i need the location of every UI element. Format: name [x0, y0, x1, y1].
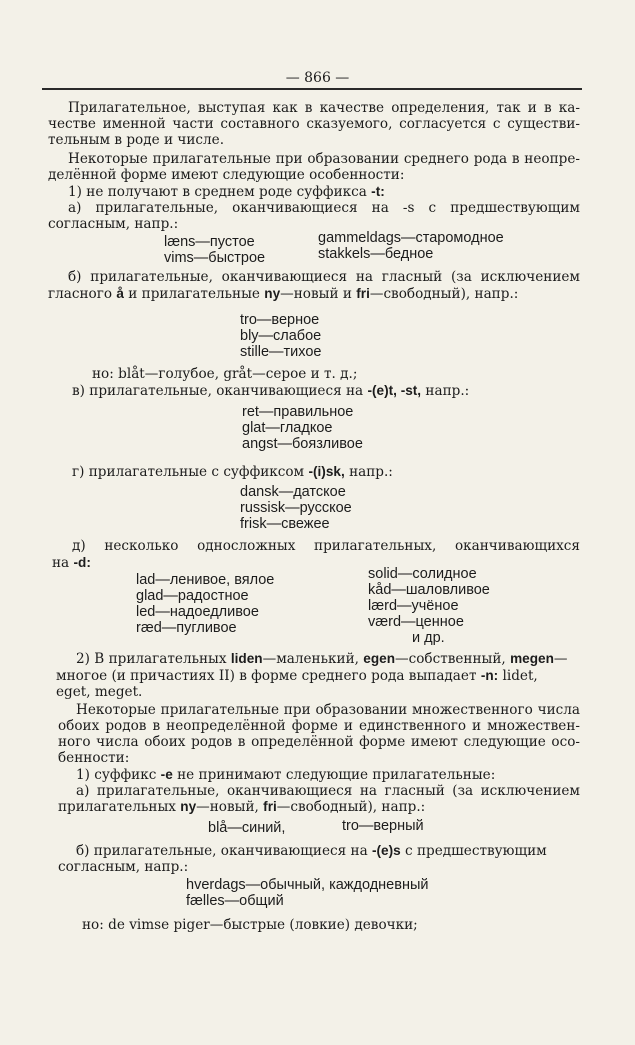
- text-line: но: blåt—голубое, gråt—серое и т. д.;: [92, 366, 358, 382]
- example: lærd—учёное: [368, 598, 459, 614]
- term: liden: [230, 651, 263, 666]
- text-line: д) несколько односложных прилагательных, оканчивающихся: [72, 538, 580, 554]
- suffix-term: -(i)sk,: [308, 464, 345, 479]
- text-line: б) прилагательные, оканчивающиеся на гласный (за исключением: [68, 269, 580, 285]
- example: solid—солидное: [368, 566, 477, 582]
- text-span: прилагательных: [58, 799, 176, 815]
- example: frisk—свежее: [240, 516, 330, 532]
- text-line: [48, 286, 518, 302]
- example: glad—радостное: [136, 588, 249, 604]
- term: megen: [510, 651, 554, 666]
- text-span: 2) В прилагательных: [76, 651, 227, 667]
- text-line: ного числа обоих родов в определённой форме имеют следующие осо-: [58, 734, 580, 750]
- text-line: тельным в роде и числе.: [48, 132, 225, 148]
- suffix-term: -t:: [371, 184, 385, 199]
- text-line: согласным, напр.:: [58, 859, 189, 875]
- text-span: —новый и: [280, 286, 352, 302]
- text-span: и прилагательные: [128, 286, 260, 302]
- term: fri: [263, 799, 277, 814]
- example: bly—слабое: [240, 328, 322, 344]
- example: gammeldags—старомодное: [318, 230, 504, 246]
- example: и др.: [412, 630, 445, 646]
- text-line: [68, 184, 385, 200]
- text-span: —новый,: [196, 799, 259, 815]
- text-line: [58, 799, 425, 815]
- suffix-term: -(e)s: [372, 843, 401, 858]
- term: ny: [180, 799, 197, 814]
- text-line: Прилагательное, выступая как в качестве определения, так и в ка-: [68, 100, 580, 116]
- text-span: —: [553, 651, 568, 667]
- term: å: [116, 286, 124, 301]
- suffix-term: -d:: [73, 555, 91, 570]
- text-span: 1) суффикс: [76, 767, 157, 783]
- example: kåd—шаловливое: [368, 582, 490, 598]
- example: fælles—общий: [186, 893, 284, 909]
- text-line: согласным, напр.:: [48, 216, 179, 232]
- text-span: 1) не получают в среднем роде суффикса: [68, 184, 367, 200]
- text-span: —свободный), напр.:: [369, 286, 519, 302]
- text-span: на: [52, 555, 70, 571]
- example: blå—синий,: [208, 820, 286, 836]
- text-line: делённой форме имеют следующие особенности:: [48, 167, 405, 183]
- page-number: — 866 —: [285, 70, 350, 86]
- text-span: многое (и причастиях II) в форме среднего рода выпадает: [56, 668, 477, 684]
- text-span: в) прилагательные, оканчивающиеся на: [72, 383, 364, 399]
- example: værd—ценное: [368, 614, 464, 630]
- example: stille—тихое: [240, 344, 322, 360]
- term: fri: [356, 286, 370, 301]
- example: angst—боязливое: [242, 436, 363, 452]
- text-line: [72, 383, 469, 399]
- text-span: —маленький,: [262, 651, 359, 667]
- header-rule: [42, 88, 582, 90]
- example: glat—гладкое: [242, 420, 333, 436]
- text-span: напр.:: [349, 464, 393, 480]
- text-span: не принимают следующие прилагательные:: [177, 767, 496, 783]
- text-line: честве именной части составного сказуемого, согласуется с существи-: [48, 116, 580, 132]
- suffix-term: -e: [160, 767, 173, 782]
- example: hverdags—обычный, каждодневный: [186, 877, 429, 893]
- example: vims—быстрое: [164, 250, 266, 266]
- text-line: а) прилагательные, оканчивающиеся на -s с предшествующим: [68, 200, 580, 216]
- text-span: —собственный,: [395, 651, 506, 667]
- example: læns—пустое: [164, 234, 255, 250]
- text-line: eget, meget.: [56, 684, 143, 700]
- example: lad—ленивое, вялое: [136, 572, 275, 588]
- text-line: [56, 668, 538, 684]
- example: russisk—русское: [240, 500, 352, 516]
- text-span: —свободный), напр.:: [276, 799, 426, 815]
- text-line: но: de vimse piger—быстрые (ловкие) девочки;: [82, 917, 418, 933]
- text-span: с предшествующим: [405, 843, 547, 859]
- example: ræd—пугливое: [136, 620, 237, 636]
- text-span: напр.:: [425, 383, 470, 399]
- text-line: а) прилагательные, оканчивающиеся на гласный (за исключением: [76, 783, 580, 799]
- text-line: Некоторые прилагательные при образовании множественного числа: [76, 702, 580, 718]
- text-span: гласного: [48, 286, 113, 302]
- text-line: Некоторые прилагательные при образовании среднего рода в неопре-: [68, 151, 580, 167]
- term: egen: [363, 651, 396, 666]
- text-line: [76, 767, 495, 783]
- text-line: бенности:: [58, 750, 130, 766]
- example: stakkels—бедное: [318, 246, 434, 262]
- example: dansk—датское: [240, 484, 346, 500]
- term: ny: [264, 286, 281, 301]
- suffix-term: -n:: [480, 668, 499, 683]
- text-line: [76, 843, 580, 859]
- text-line: [76, 651, 580, 667]
- example: tro—верный: [342, 818, 424, 834]
- suffix-term: -(e)t, -st,: [367, 383, 422, 398]
- text-line: [52, 555, 91, 571]
- example: ret—правильное: [242, 404, 354, 420]
- text-span: б) прилагательные, оканчивающиеся на: [76, 843, 368, 859]
- example: led—надоедливое: [136, 604, 259, 620]
- example: tro—верное: [240, 312, 320, 328]
- text-line: обоих родов в неопределённой форме и единственного и множествен-: [58, 718, 580, 734]
- text-span: г) прилагательные с суффиксом: [72, 464, 305, 480]
- text-line: [72, 464, 393, 480]
- text-span: lidet,: [502, 668, 538, 684]
